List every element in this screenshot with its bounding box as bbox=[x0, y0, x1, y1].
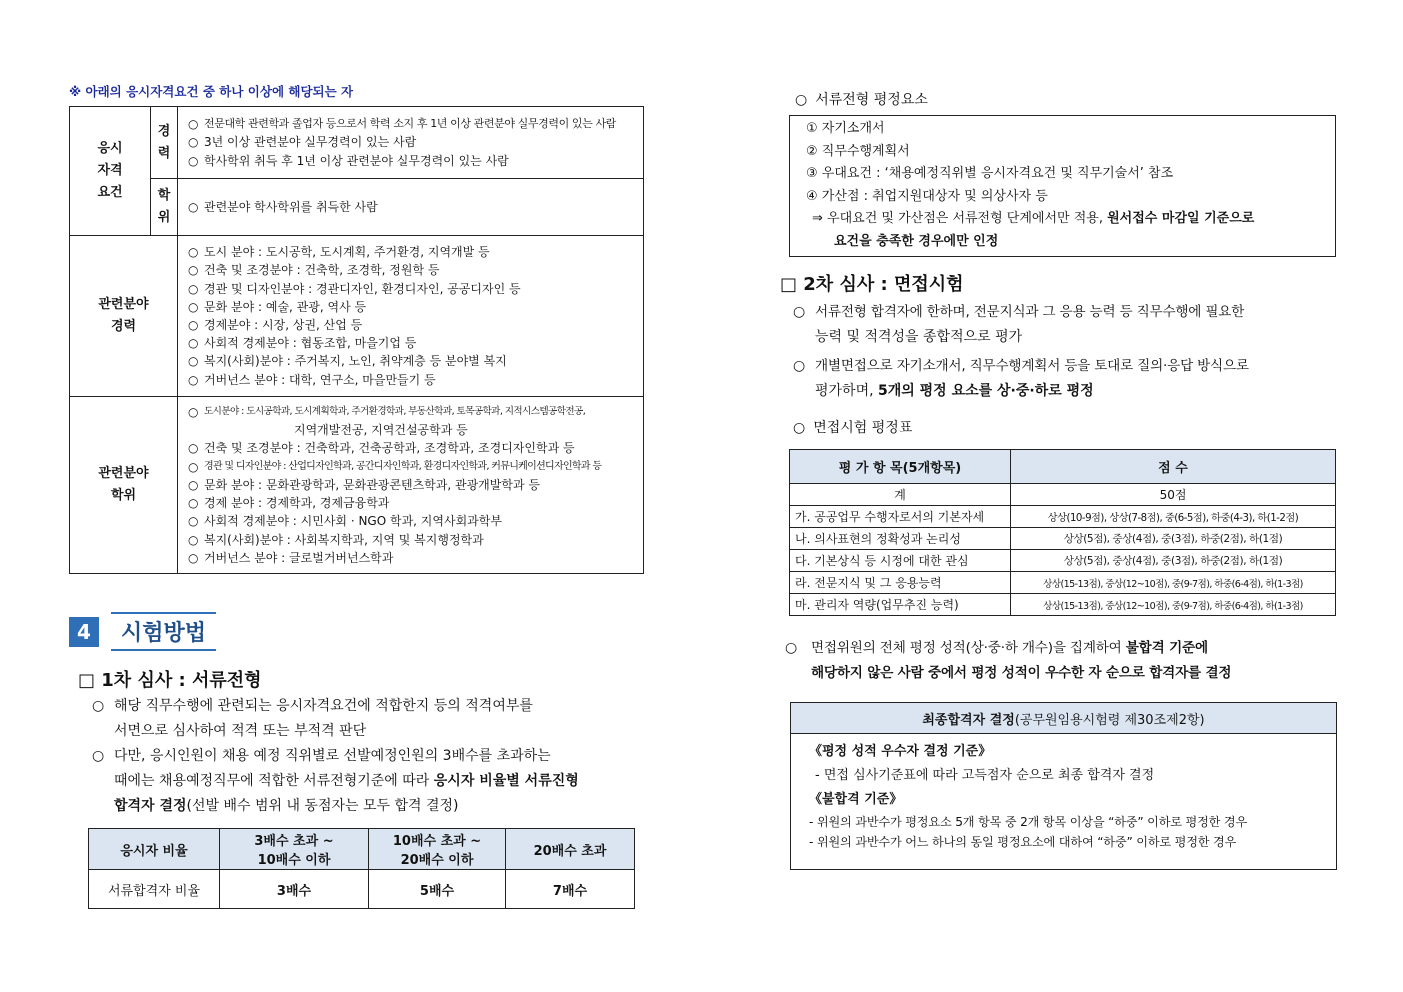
stage1-paragraph-2: ○ 다만, 응시인원이 채용 예정 직위별로 선발예정인원의 3배수를 초과하는 때에는 채용예정직무에 적합한 서류전형기준에 따라 응시자 비율별 서류진형 합격자 결정(선발 배수 범위 내 동점자는 모두 합격 결정) bbox=[92, 744, 642, 819]
doc-eval-box bbox=[789, 115, 1336, 257]
stage2-p1-line2: 능력 및 적격성을 종합적으로 평가 bbox=[815, 329, 1023, 345]
final-p-line1: 면접위원의 전체 평정 성적(상·중·하 개수)을 집계하여 불합격 기준에 bbox=[811, 640, 1208, 656]
field-exp-label-1: 관련분야 bbox=[98, 297, 149, 312]
list-item: ③ 우대요건 : ‘채용예정직위별 응시자격요건 및 직무기술서’ 참조 bbox=[806, 166, 1174, 181]
stage1-p2-line1: 다만, 응시인원이 채용 예정 직위별로 선발예정인원의 3배수를 초과하는 bbox=[114, 748, 551, 764]
stage2-heading: □ 2차 심사 : 면접시험 bbox=[780, 274, 964, 295]
list-item: ○ 경제 분야 : 경제학과, 경제금융학과 bbox=[188, 496, 390, 511]
deg-label-cell bbox=[151, 179, 178, 236]
stage2-p2-line1: 개별면접으로 자기소개서, 직무수행계획서 등을 토대로 질의·응답 방식으로 bbox=[815, 358, 1249, 374]
stage1-p1-line1: 해당 직무수행에 관련되는 응시자격요건에 적합한지 등의 적격여부를 bbox=[114, 698, 533, 714]
final-box-heading-1: 《평정 성적 우수자 결정 기준》 bbox=[809, 744, 992, 759]
stage1-p2-line2: 때에는 채용예정직무에 적합한 서류전형기준에 따라 응시자 비율별 서류진형 bbox=[114, 773, 579, 789]
exp-items bbox=[178, 107, 644, 179]
list-item: ○ 경관 및 디자인분야 : 경관디자인, 환경디자인, 공공디자인 등 bbox=[188, 281, 521, 296]
table-row: 라. 전문지식 및 그 응용능력 상상(15-13점), 중상(12~10점), 중(9-7점), 하중(6-4점), 하(1-3점) bbox=[790, 572, 1336, 594]
stage2-title: 2차 심사 : 면접시험 bbox=[803, 274, 964, 295]
final-decision-box bbox=[790, 702, 1337, 870]
table-row: 다. 기본상식 등 시정에 대한 관심 상상(5점), 중상(4점), 중(3점), 하중(2점), 하(1점) bbox=[790, 550, 1336, 572]
list-item: ○ 관련분야 학사학위를 취득한 사람 bbox=[188, 199, 378, 214]
stage1-p1-line2: 서면으로 심사하여 적격 또는 부적격 판단 bbox=[114, 723, 367, 739]
field-exp-label-2: 경력 bbox=[110, 319, 137, 334]
section-title-wrap bbox=[111, 612, 216, 651]
list-item: ④ 가산점 : 취업지원대상자 및 의상사자 등 bbox=[806, 188, 1048, 204]
final-p-line2: 해당하지 않은 사람 중에서 평정 성적이 우수한 자 순으로 합격자를 결정 bbox=[811, 665, 1232, 681]
stage2-paragraph-2: ○ 개별면접으로 자기소개서, 직무수행계획서 등을 토대로 질의·응답 방식으로 평가하며, 5개의 평정 요소를 상·중·하로 평정 bbox=[793, 354, 1343, 404]
list-item: ○ 문화 분야 : 문화관광학과, 문화관광콘텐츠학과, 관광개발학과 등 bbox=[188, 477, 540, 492]
qualification-note: ※ 아래의 응시자격요건 중 하나 이상에 해당되는 자 bbox=[69, 84, 354, 99]
final-box-line-1: - 면접 심사기준표에 따라 고득점자 순으로 최종 합격자 결정 bbox=[815, 768, 1155, 783]
ratio-row-label: 서류합격자 비율 bbox=[89, 870, 220, 909]
list-item: ① 자기소개서 bbox=[806, 121, 885, 136]
ratio-header-1: 3배수 초과 ~ 10배수 이하 bbox=[220, 829, 369, 870]
ratio-cell-1: 3배수 bbox=[220, 870, 369, 909]
list-item-cont: 지역개발전공, 지역건설공학과 등 bbox=[294, 423, 468, 438]
score-header-1: 점 수 bbox=[1011, 450, 1336, 484]
field-deg-label-2: 학위 bbox=[110, 488, 137, 503]
final-paragraph: ○ 면접위원의 전체 평정 성적(상·중·하 개수)을 집계하여 불합격 기준에 해당하지 않은 사람 중에서 평정 성적이 우수한 자 순으로 합격자를 결정 bbox=[785, 636, 1340, 686]
final-box-line-3: - 위원의 과반수가 어느 하나의 동일 평정요소에 대하여 “하중” 이하로 평정한 경우 bbox=[809, 835, 1237, 849]
list-item: ○ 도시 분야 : 도시공학, 도시계획, 주거환경, 지역개발 등 bbox=[188, 245, 490, 260]
field-deg-label-1: 관련분야 bbox=[98, 466, 149, 481]
stage1-title: 1차 심사 : 서류전형 bbox=[101, 670, 262, 691]
final-box-heading-2: 《불합격 기준》 bbox=[809, 792, 903, 807]
exp-label-2: 력 bbox=[157, 145, 171, 161]
table-row: 가. 공공업무 수행자로서의 기본자세 상상(10-9점), 상상(7-8점), 중(6-5점), 하중(4-3), 하(1-2점) bbox=[790, 506, 1336, 528]
score-header-0: 평 가 항 목(5개항목) bbox=[790, 450, 1011, 484]
stage2-paragraph-1: ○ 서류전형 합격자에 한하며, 전문지식과 그 응용 능력 등 직무수행에 필요한 능력 및 적격성을 종합적으로 평가 bbox=[793, 300, 1343, 350]
list-item: ○ 문화 분야 : 예술, 관광, 역사 등 bbox=[188, 299, 367, 314]
list-item: ○ 경관 및 디자인분야 : 산업디자인학과, 공간디자인학과, 환경디자인학과, 커뮤니케이션디자인학과 등 bbox=[188, 459, 602, 474]
score-heading: ○ 면접시험 평정표 bbox=[793, 420, 913, 436]
stage1-paragraph-1: ○ 해당 직무수행에 관련되는 응시자격요건에 적합한지 등의 적격여부를 서면으로 심사하여 적격 또는 부적격 판단 bbox=[92, 694, 642, 744]
list-item: ○ 건축 및 조경분야 : 건축학과, 건축공학과, 조경학과, 조경디자인학과 등 bbox=[188, 441, 575, 456]
list-item: ○ 사회적 경제분야 : 시민사회 · NGO 학과, 지역사회과학부 bbox=[188, 514, 502, 529]
req-label-cell bbox=[70, 107, 151, 236]
list-item: ○ 학사학위 취득 후 1년 이상 관련분야 실무경력이 있는 사람 bbox=[188, 153, 509, 168]
table-row: 마. 관리자 역량(업무추진 능력) 상상(15-13점), 중상(12~10점), 중(9-7점), 하중(6-4점), 하(1-3점) bbox=[790, 594, 1336, 616]
list-item: ○ 전문대학 관련학과 졸업자 등으로서 학력 소지 후 1년 이상 관련분야 실무경력이 있는 사람 bbox=[188, 117, 616, 132]
ratio-header-2: 10배수 초과 ~ 20배수 이하 bbox=[369, 829, 506, 870]
stage2-p2-line2: 평가하며, 5개의 평정 요소를 상·중·하로 평정 bbox=[815, 383, 1094, 399]
ratio-header-3: 20배수 초과 bbox=[506, 829, 635, 870]
doc-eval-note-cont: 요건을 충족한 경우에만 인정 bbox=[834, 233, 999, 249]
ratio-header-0: 응시자 비율 bbox=[89, 829, 220, 870]
section-number: 4 bbox=[69, 617, 99, 647]
deg-items bbox=[178, 179, 644, 236]
table-row: 나. 의사표현의 정확성과 논리성 상상(5점), 중상(4점), 중(3점), 하중(2점), 하(1점) bbox=[790, 528, 1336, 550]
list-item: ○ 경제분야 : 시장, 상권, 산업 등 bbox=[188, 318, 363, 332]
list-item: ○ 3년 이상 관련분야 실무경력이 있는 사람 bbox=[188, 135, 417, 150]
stage2-p1-line1: 서류전형 합격자에 한하며, 전문지식과 그 응용 능력 등 직무수행에 필요한 bbox=[815, 304, 1245, 320]
ratio-table bbox=[88, 828, 635, 909]
field-deg-label-cell bbox=[70, 397, 178, 574]
ratio-cell-2: 5배수 bbox=[369, 870, 506, 909]
final-box-line-2: - 위원의 과반수가 평정요소 5개 항목 중 2개 항목 이상을 “하중” 이하로 평정한 경우 bbox=[809, 815, 1248, 829]
list-item: ○ 건축 및 조경분야 : 건축학, 조경학, 정원학 등 bbox=[188, 263, 440, 278]
final-box-header: 최종합격자 결정 (공무원임용시험령 제30조제2항) bbox=[791, 703, 1336, 734]
req-label-1: 응시 bbox=[97, 141, 123, 156]
ratio-cell-3: 7배수 bbox=[506, 870, 635, 909]
list-item: ○ 거버넌스 분야 : 대학, 연구소, 마을만들기 등 bbox=[188, 372, 436, 387]
stage1-p2-line3: 합격자 결정(선발 배수 범위 내 동점자는 모두 합격 결정) bbox=[114, 798, 459, 814]
field-exp-label-cell bbox=[70, 236, 178, 397]
section-heading bbox=[69, 612, 216, 651]
deg-label-1: 학 bbox=[157, 188, 171, 203]
list-item: ○ 거버넌스 분야 : 글로벌거버넌스학과 bbox=[188, 550, 394, 565]
list-item: ○ 복지(사회)분야 : 주거복지, 노인, 취약계층 등 분야별 복지 bbox=[188, 354, 507, 369]
exp-label-1: 경 bbox=[157, 123, 171, 139]
list-item: ○ 복지(사회)분야 : 사회복지학과, 지역 및 복지행정학과 bbox=[188, 532, 484, 547]
score-table bbox=[789, 449, 1336, 616]
list-item: ○ 도시분야 : 도시공학과, 도시계획학과, 주거환경학과, 부동산학과, 토목공학과, 지적시스템공학전공, bbox=[188, 405, 586, 420]
req-label-3: 요건 bbox=[97, 185, 123, 200]
req-label-2: 자격 bbox=[97, 163, 123, 178]
stage1-heading: □ 1차 심사 : 서류전형 bbox=[78, 670, 262, 691]
doc-eval-title: 서류전형 평정요소 bbox=[815, 92, 928, 108]
doc-eval-note: ⇒ 우대요건 및 가산점은 서류전형 단계에서만 적용, 원서접수 마감일 기준으로 bbox=[812, 211, 1255, 226]
qualification-table bbox=[69, 106, 644, 574]
deg-label-2: 위 bbox=[157, 210, 171, 225]
doc-eval-heading: ○ 서류전형 평정요소 bbox=[795, 92, 928, 108]
score-title: 면접시험 평정표 bbox=[813, 420, 913, 436]
exp-label-cell bbox=[151, 107, 178, 179]
list-item: ○ 사회적 경제분야 : 협동조합, 마을기업 등 bbox=[188, 336, 417, 351]
field-deg-items bbox=[178, 397, 644, 574]
score-total-label: 계 bbox=[790, 484, 1011, 506]
field-exp-items bbox=[178, 236, 644, 397]
score-total-value: 50점 bbox=[1011, 484, 1336, 506]
section-title: 시험방법 bbox=[121, 621, 207, 646]
list-item: ② 직무수행계획서 bbox=[806, 143, 910, 159]
